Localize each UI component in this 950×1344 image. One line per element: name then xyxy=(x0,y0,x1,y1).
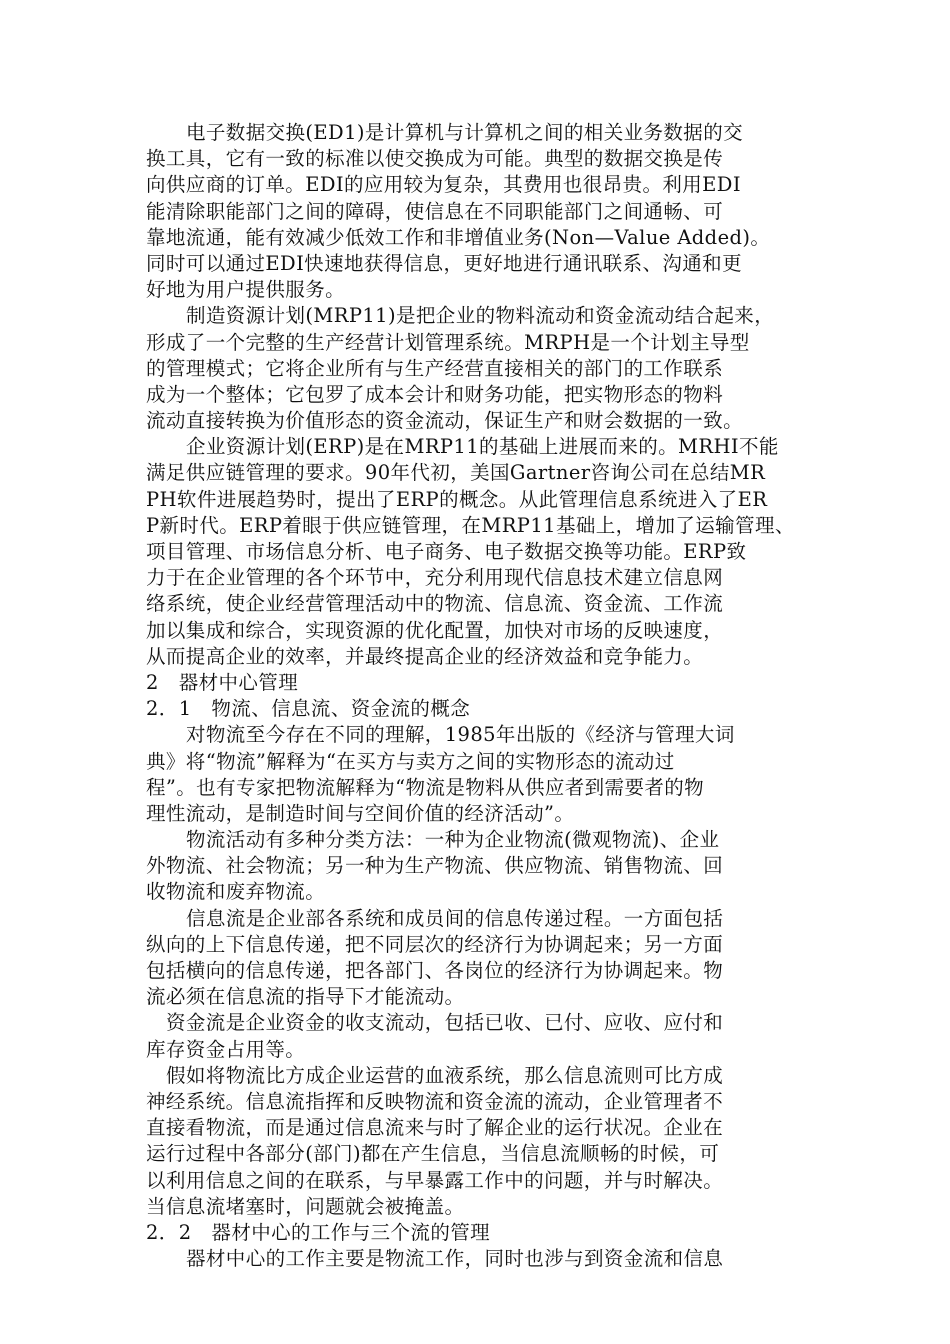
text-line: 企业资源计划(ERP)是在MRP11的基础上进展而来的。MRHI不能 xyxy=(186,435,779,459)
text-line: P新时代。ERP着眼于供应链管理，在MRP11基础上，增加了运输管理、 xyxy=(146,513,795,537)
text-line: 器材中心的工作主要是物流工作，同时也涉与到资金流和信息 xyxy=(186,1247,724,1271)
text-line: 收物流和废弃物流。 xyxy=(146,880,326,904)
text-line: 信息流是企业部各系统和成员间的信息传递过程。一方面包括 xyxy=(186,906,724,930)
text-line: 直接看物流，而是通过信息流来与时了解企业的运行状况。企业在 xyxy=(146,1116,724,1140)
text-line: 力于在企业管理的各个环节中，充分利用现代信息技术建立信息网 xyxy=(146,566,724,590)
text-line: 以利用信息之间的在联系，与早暴露工作中的问题，并与时解决。 xyxy=(146,1168,724,1192)
text-line: 成为一个整体；它包罗了成本会计和财务功能，把实物形态的物料 xyxy=(146,382,724,406)
text-line: 典》将“物流”解释为“在买方与卖方之间的实物形态的流动过 xyxy=(146,749,675,773)
text-line: 资金流是企业资金的收支流动，包括已收、已付、应收、应付和 xyxy=(166,1011,724,1035)
text-line: 从而提高企业的效率，并最终提高企业的经济效益和竞争能力。 xyxy=(146,644,704,668)
text-line: 当信息流堵塞时，问题就会被掩盖。 xyxy=(146,1194,465,1218)
text-line: 运行过程中各部分(部门)都在产生信息，当信息流顺畅的时候，可 xyxy=(146,1142,720,1166)
text-line: 加以集成和综合，实现资源的优化配置，加快对市场的反映速度， xyxy=(146,618,724,642)
text-line: 电子数据交换(ED1)是计算机与计算机之间的相关业务数据的交 xyxy=(186,121,743,144)
text-line: 理性流动，是制造时间与空间价值的经济活动”。 xyxy=(146,801,575,825)
text-line: 项目管理、市场信息分析、电子商务、电子数据交换等功能。ERP致 xyxy=(146,540,747,563)
text-line: 库存资金占用等。 xyxy=(146,1037,306,1061)
text-line: 对物流至今存在不同的理解，1985年出版的《经济与管理大词 xyxy=(186,723,735,747)
text-line: 制造资源计划(MRP11)是把企业的物料流动和资金流动结合起来， xyxy=(186,304,775,328)
text-line: 外物流、社会物流；另一种为生产物流、供应物流、销售物流、回 xyxy=(146,854,724,878)
text-line: PH软件进展趋势时，提出了ERP的概念。从此管理信息系统进入了ER xyxy=(146,487,768,511)
text-line: 流必须在信息流的指导下才能流动。 xyxy=(146,985,465,1009)
document-page xyxy=(146,120,826,1272)
text-line: 假如将物流比方成企业运营的血液系统，那么信息流则可比方成 xyxy=(166,1063,724,1087)
text-line: 包括横向的信息传递，把各部门、各岗位的经济行为协调起来。物 xyxy=(146,959,724,982)
text-line: 好地为用户提供服务。 xyxy=(146,278,346,302)
text-line: 靠地流通，能有效减少低效工作和非增值业务(Non—Value Added)。 xyxy=(146,225,771,249)
text-line: 的管理模式；它将企业所有与生产经营直接相关的部门的工作联系 xyxy=(146,356,724,380)
text-line: 程”。也有专家把物流解释为“物流是物料从供应者到需要者的物 xyxy=(146,775,705,799)
text-line: 同时可以通过EDI快速地获得信息，更好地进行通讯联系、沟通和更 xyxy=(146,251,742,275)
text-line: 流动直接转换为价值形态的资金流动，保证生产和财会数据的一致。 xyxy=(146,409,744,433)
text-line: 向供应商的订单。EDI的应用较为复杂，其费用也很昂贵。利用EDI xyxy=(146,173,741,197)
text-line: 纵向的上下信息传递，把不同层次的经济行为协调起来；另一方面 xyxy=(146,932,724,956)
text-line: 神经系统。信息流指挥和反映物流和资金流的流动，企业管理者不 xyxy=(146,1089,724,1113)
section-heading: 2．1 物流、信息流、资金流的概念 xyxy=(146,697,471,721)
text-line: 换工具，它有一致的标准以使交换成为可能。典型的数据交换是传 xyxy=(146,147,724,171)
text-line: 能清除职能部门之间的障碍，使信息在不同职能部门之间通畅、可 xyxy=(146,199,724,223)
text-line: 满足供应链管理的要求。90年代初，美国Gartner咨询公司在总结MR xyxy=(146,461,766,485)
text-line: 络系统，使企业经营管理活动中的物流、信息流、资金流、工作流 xyxy=(146,592,724,616)
text-line: 形成了一个完整的生产经营计划管理系统。MRPH是一个计划主导型 xyxy=(146,330,750,354)
section-heading: 2．2 器材中心的工作与三个流的管理 xyxy=(146,1220,491,1244)
section-heading: 2 器材中心管理 xyxy=(146,670,299,694)
text-line: 物流活动有多种分类方法：一种为企业物流(微观物流)、企业 xyxy=(186,828,720,852)
